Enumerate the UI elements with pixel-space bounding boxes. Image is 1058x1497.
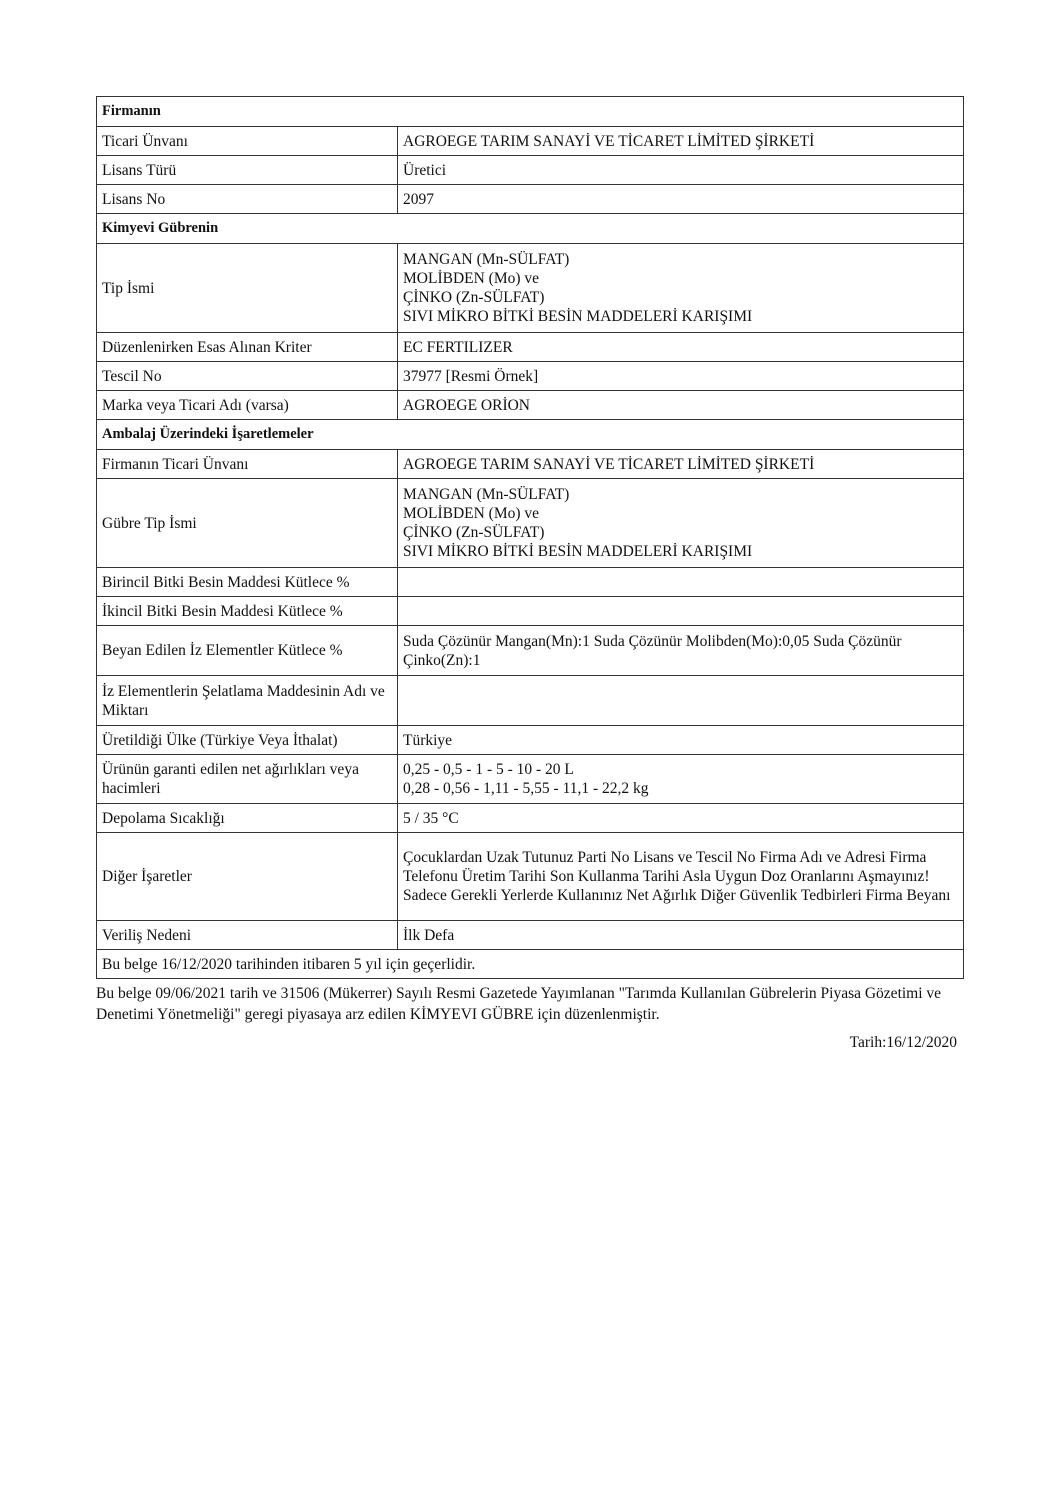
tip-ismi-label: Tip İsmi (97, 244, 398, 333)
selatlama-label: İz Elementlerin Şelatlama Maddesinin Adı ve Miktarı (97, 676, 398, 726)
section-heading-firma: Firmanın (97, 97, 964, 127)
kriter-value: EC FERTILIZER (398, 333, 964, 362)
tescil-no-label: Tescil No (97, 362, 398, 391)
gubre-tip-line: MANGAN (Mn-SÜLFAT) (403, 486, 570, 503)
net-label: Ürünün garanti edilen net ağırlıkları veya hacimleri (97, 755, 398, 804)
marka-label: Marka veya Ticari Adı (varsa) (97, 391, 398, 420)
table-row (97, 333, 964, 362)
table-row (97, 127, 964, 156)
table-row (97, 921, 964, 950)
table-row (97, 755, 964, 804)
birincil-value (398, 568, 964, 597)
lisans-no-value: 2097 (398, 185, 964, 214)
table-row (97, 156, 964, 185)
section-row-firma (97, 97, 964, 127)
section-heading-ambalaj: Ambalaj Üzerindeki İşaretlemeler (97, 420, 964, 450)
table-row (97, 568, 964, 597)
tip-ismi-line: MOLİBDEN (Mo) ve (403, 270, 540, 287)
gubre-tip-line: ÇİNKO (Zn-SÜLFAT) (403, 524, 545, 541)
gubre-tip-value (398, 479, 964, 568)
gubre-tip-line: SIVI MİKRO BİTKİ BESİN MADDELERİ KARIŞIMI (403, 543, 753, 560)
validity-row (97, 950, 964, 979)
ticari-unvan-label: Ticari Ünvanı (97, 127, 398, 156)
diger-label: Diğer İşaretler (97, 833, 398, 921)
birincil-label: Birincil Bitki Besin Maddesi Kütlece % (97, 568, 398, 597)
diger-value: Çocuklardan Uzak Tutunuz Parti No Lisans ve Tescil No Firma Adı ve Adresi Firma Telefonu Üretim Tarihi Son Kullanma Tarihi Asla Uygun Doz Oranlarını Aşmayınız! Sadece Gerekli Yerlerde Kullanınız Net Ağırlık Diğer Güvenlik Tedbirleri Firma Beyanı (398, 833, 964, 921)
iz-element-label: Beyan Edilen İz Elementler Kütlece % (97, 626, 398, 676)
tip-ismi-value (398, 244, 964, 333)
document-date: Tarih:16/12/2020 (849, 1034, 957, 1051)
lisans-turu-label: Lisans Türü (97, 156, 398, 185)
ulke-label: Üretildiği Ülke (Türkiye Veya İthalat) (97, 726, 398, 755)
iz-element-value: Suda Çözünür Mangan(Mn):1 Suda Çözünür Molibden(Mo):0,05 Suda Çözünür Çinko(Zn):1 (398, 626, 964, 676)
table-row (97, 676, 964, 726)
selatlama-value (398, 676, 964, 726)
table-row (97, 185, 964, 214)
ulke-value: Türkiye (398, 726, 964, 755)
marka-value: AGROEGE ORİON (398, 391, 964, 420)
table-row (97, 244, 964, 333)
table-row (97, 479, 964, 568)
gubre-tip-label: Gübre Tip İsmi (97, 479, 398, 568)
table-row (97, 450, 964, 479)
gubre-tip-line: MOLİBDEN (Mo) ve (403, 505, 540, 522)
validity-text: Bu belge 16/12/2020 tarihinden itibaren 5 yıl için geçerlidir. (97, 950, 964, 979)
table-row (97, 391, 964, 420)
verilis-value: İlk Defa (398, 921, 964, 950)
firma-unvan-value: AGROEGE TARIM SANAYİ VE TİCARET LİMİTED ŞİRKETİ (398, 450, 964, 479)
section-heading-gubre: Kimyevi Gübrenin (97, 214, 964, 244)
certificate-table (96, 96, 964, 979)
ticari-unvan-value: AGROEGE TARIM SANAYİ VE TİCARET LİMİTED ŞİRKETİ (398, 127, 964, 156)
table-row (97, 597, 964, 626)
tip-ismi-line: ÇİNKO (Zn-SÜLFAT) (403, 289, 545, 306)
certificate-document (96, 96, 963, 1052)
net-line: 0,28 - 0,56 - 1,11 - 5,55 - 11,1 - 22,2 kg (403, 780, 649, 797)
kriter-label: Düzenlenirken Esas Alınan Kriter (97, 333, 398, 362)
footer-note: Bu belge 09/06/2021 tarih ve 31506 (Mükerrer) Sayılı Resmi Gazetede Yayımlanan "Tarımda Kullanılan Gübrelerin Piyasa Gözetimi ve Denetimi Yönetmeliği" geregi piyasaya arz edilen KİMYEVI GÜBRE için düzenlenmiştir. (96, 985, 942, 1023)
sicaklik-value: 5 / 35 °C (398, 804, 964, 833)
net-value (398, 755, 964, 804)
lisans-no-label: Lisans No (97, 185, 398, 214)
tip-ismi-line: SIVI MİKRO BİTKİ BESİN MADDELERİ KARIŞIMI (403, 308, 753, 325)
lisans-turu-value: Üretici (398, 156, 964, 185)
section-row-ambalaj (97, 420, 964, 450)
net-line: 0,25 - 0,5 - 1 - 5 - 10 - 20 L (403, 761, 574, 778)
tip-ismi-line: MANGAN (Mn-SÜLFAT) (403, 251, 570, 268)
tescil-no-value: 37977 [Resmi Örnek] (398, 362, 964, 391)
section-row-gubre (97, 214, 964, 244)
table-row (97, 726, 964, 755)
verilis-label: Veriliş Nedeni (97, 921, 398, 950)
table-row (97, 804, 964, 833)
ikincil-value (398, 597, 964, 626)
ikincil-label: İkincil Bitki Besin Maddesi Kütlece % (97, 597, 398, 626)
firma-unvan-label: Firmanın Ticari Ünvanı (97, 450, 398, 479)
table-row (97, 626, 964, 676)
table-row (97, 362, 964, 391)
sicaklik-label: Depolama Sıcaklığı (97, 804, 398, 833)
table-row (97, 833, 964, 921)
